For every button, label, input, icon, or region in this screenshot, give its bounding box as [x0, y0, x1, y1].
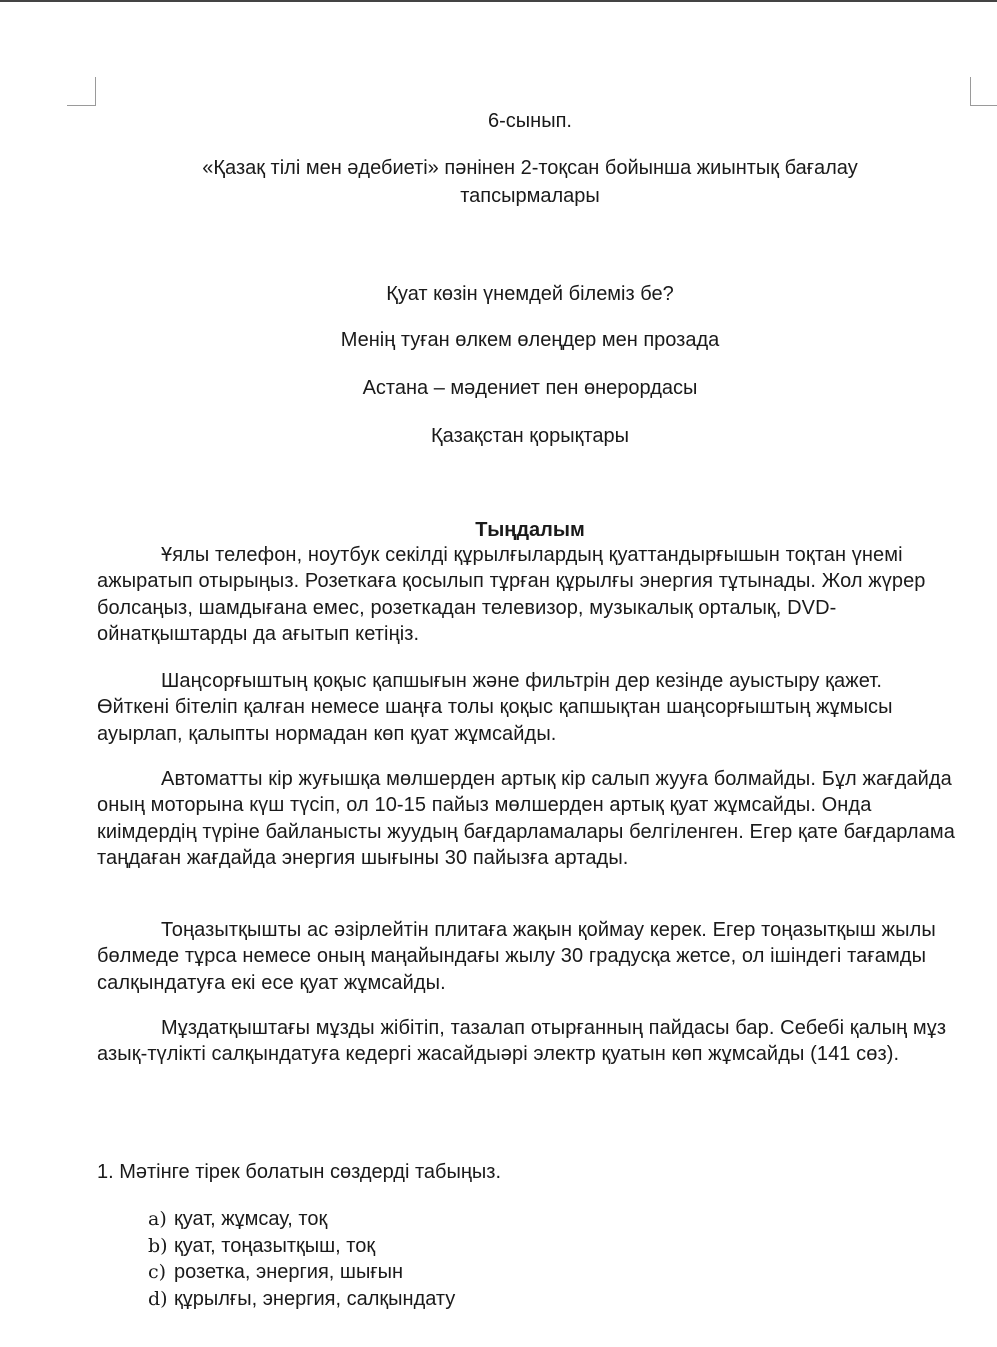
option-text: қуат, тоңазытқыш, тоқ: [174, 1234, 376, 1257]
option-letter: b): [148, 1234, 168, 1257]
paragraph-5: Мұздатқыштағы мұзды жібітіп, тазалап отырғанның пайдасы бар. Себебі қалың мұз азық-түлікті салқындатуға кедергі жасайдыәрі электр қуатын көп жұмсайды (141 сөз).: [97, 1017, 947, 1066]
document-title: «Қазақ тілі мен әдебиеті» пәнінен 2-тоқсан бойынша жиынтық бағалау тапсырмалары: [202, 157, 858, 207]
option-text: қуат, жұмсау, тоқ: [174, 1208, 328, 1230]
option-letter: a): [148, 1208, 167, 1230]
page-top-edge: [0, 0, 997, 2]
option-d: [148, 1286, 455, 1313]
paragraph-4: Тоңазытқышты ас әзірлейтін плитаға жақын қоймау керек. Егер тоңазытқыш жылы бөлмеде тұрса немесе оның маңайындағы жылу 30 градусқа жетсе, ол ішіндегі тағамды салқындатуға екі есе қуат жұмсайды.: [97, 919, 936, 994]
paragraph-3: Автоматты кір жуғышқа мөлшерден артық кір салып жууға болмайды. Бұл жағдайда оның моторына күш түсіп, ол 10-15 пайыз мөлшерден артық қуат жұмсайды. Онда киімдердің түріне байланысты жуудың бағдарламалары белгіленген. Егер қате бағдарлама таңдаған жағдайда энергия шығыны 30 пайызға артады.: [97, 768, 955, 870]
grade-label: 6-сынып.: [488, 110, 572, 132]
option-b: [148, 1233, 455, 1260]
topic-2: Менің туған өлкем өлеңдер мен прозада: [340, 329, 720, 351]
paragraph-2: Шаңсорғыштың қоқыс қапшығын және фильтрін дер кезінде ауыстыру қажет. Өйткені бітеліп қалған немесе шаңға толы қоқыс қапшықтан шаңсорғыштың жұмысы ауырлап, қалыпты нормадан көп қуат жұмсайды.: [97, 670, 893, 745]
question-1-text: 1. Мәтінге тірек болатын сөздерді табыңыз.: [97, 1161, 502, 1183]
margin-corner-mark-left: [67, 77, 96, 106]
topic-4: Қазақстан қорықтары: [431, 425, 629, 447]
margin-corner-mark-right: [970, 77, 997, 106]
option-letter: c): [148, 1261, 167, 1283]
topic-3: Астана – мәдениет пен өнерордасы: [362, 377, 698, 399]
option-c: [148, 1259, 455, 1286]
answer-options: [148, 1206, 455, 1312]
section-title: Тыңдалым: [475, 519, 585, 541]
paragraph-1: Ұялы телефон, ноутбук секілді құрылғылардың қуаттандырғышын тоқтан үнемі ажыратып отырыңыз. Розеткаға қосылып тұрған құрылғы энергия тұтынады. Жол жүрер болсаңыз, шамдығана емес, розеткадан телевизор, музыкалық орталық, DVD-ойнатқыштарды да ағытып кетіңіз.: [97, 544, 926, 646]
option-text: розетка, энергия, шығын: [174, 1261, 404, 1283]
topic-1: Қуат көзін үнемдей білеміз бе?: [386, 283, 674, 305]
option-text: құрылғы, энергия, салқындату: [174, 1287, 456, 1310]
option-letter: d): [148, 1287, 168, 1310]
option-a: [148, 1206, 455, 1233]
